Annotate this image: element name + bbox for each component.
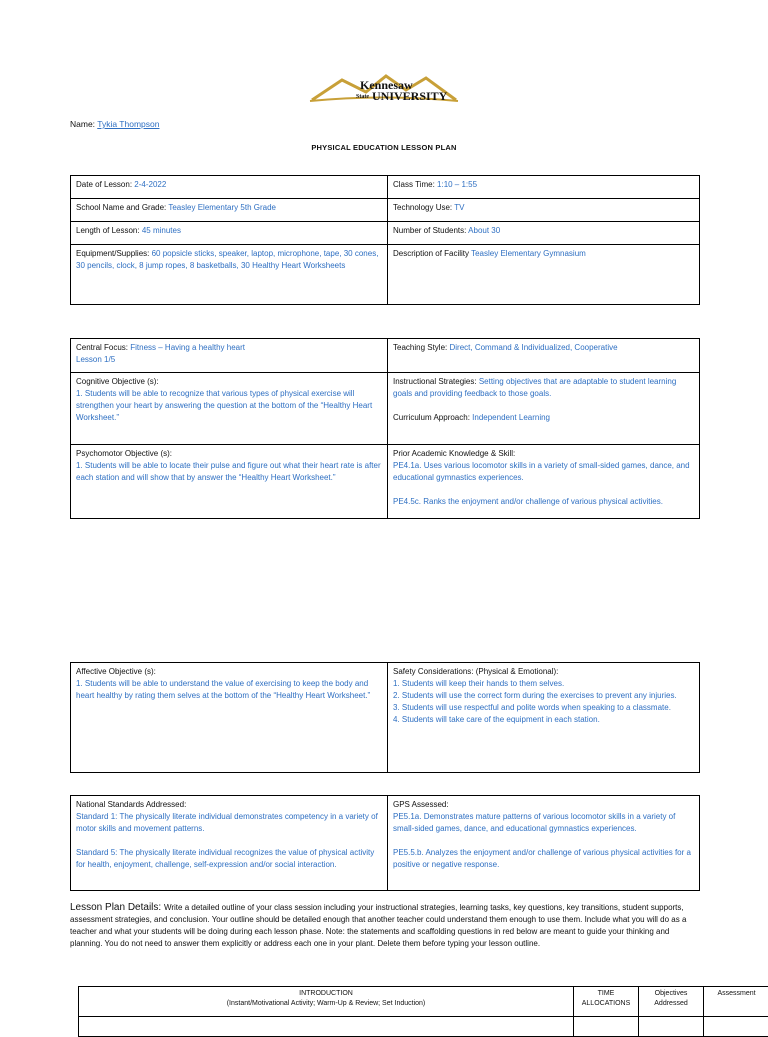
instructional-strategies-cell: Instructional Strategies: Setting objectives that are adaptable to student learning goals and providing feedback to those goals. Curriculum Approach: Independent Learning	[388, 373, 700, 445]
intro-header-cell: INTRODUCTION (Instant/Motivational Activity; Warm-Up & Review; Set Induction)	[79, 987, 574, 1017]
time-body-cell	[574, 1017, 639, 1037]
length-cell: Length of Lesson: 45 minutes	[71, 222, 388, 245]
standards-table	[70, 795, 700, 891]
teaching-style-cell: Teaching Style: Direct, Command & Individualized, Cooperative	[388, 339, 700, 373]
affective-safety-table	[70, 662, 700, 773]
logo-line2: UNIVERSITY	[372, 89, 447, 104]
name-value: Tykia Thompson	[97, 119, 159, 129]
prior-knowledge-cell: Prior Academic Knowledge & Skill: PE4.1a. Uses various locomotor skills in a variety of small-sided games, dance, and educational gymnastics experiences. PE4.5c. Ranks the enjoyment and/or challenge of various physical activities.	[388, 445, 700, 519]
details-heading: Lesson Plan Details:	[70, 902, 164, 913]
objectives-table	[70, 338, 700, 519]
lesson-plan-details	[70, 902, 700, 950]
safety-cell: Safety Considerations: (Physical & Emotional): 1. Students will keep their hands to them selves. 2. Students will use the correct form during the exercises to prevent any injuries. 3. Students will use respectful and polite words when speaking to a classmate. 4. Students will take care of the equipment in each station.	[388, 663, 700, 773]
assessment-body-cell	[704, 1017, 768, 1037]
psychomotor-objective-cell: Psychomotor Objective (s): 1. Students will be able to locate their pulse and figure out what their heart rate is after each station and will show that by answer the “Healthy Heart Worksheet.”	[71, 445, 388, 519]
objectives-body-cell	[639, 1017, 704, 1037]
name-line	[70, 119, 159, 129]
facility-cell: Description of Facility Teasley Elementary Gymnasium	[388, 245, 700, 305]
school-cell: School Name and Grade: Teasley Elementary 5th Grade	[71, 199, 388, 222]
logo-state: State	[356, 94, 369, 100]
date-cell: Date of Lesson: 2-4-2022	[71, 176, 388, 199]
introduction-table	[78, 986, 768, 1037]
gps-assessed-cell: GPS Assessed: PE5.1a. Demonstrates mature patterns of various locomotor skills in a variety of small-sided games, dance, and educational gymnastics experiences. PE5.5.b. Analyzes the enjoyment and/or challenge of various physical activities for a positive or negative response.	[388, 796, 700, 891]
national-standards-cell: National Standards Addressed: Standard 1: The physically literate individual demonstrates competency in a variety of motor skills and movement patterns. Standard 5: The physically literate individual recognizes the value of physical activity for health, enjoyment, challenge, self-expression and/or social interaction.	[71, 796, 388, 891]
class-time-cell: Class Time: 1:10 – 1:55	[388, 176, 700, 199]
objectives-addressed-header: Objectives Addressed	[639, 987, 704, 1017]
cognitive-objective-cell: Cognitive Objective (s): 1. Students will be able to recognize that various types of physical exercise will strengthen your heart by answering the question at the bottom of the “Healthy Heart Worksheet.”	[71, 373, 388, 445]
lesson-info-table	[70, 175, 700, 305]
kennesaw-state-logo	[308, 70, 460, 108]
central-focus-cell: Central Focus: Fitness – Having a healthy heart Lesson 1/5	[71, 339, 388, 373]
technology-cell: Technology Use: TV	[388, 199, 700, 222]
name-label: Name:	[70, 119, 97, 129]
students-cell: Number of Students: About 30	[388, 222, 700, 245]
equipment-cell: Equipment/Supplies: 60 popsicle sticks, speaker, laptop, microphone, tape, 30 cones, 30 pencils, clock, 8 jump ropes, 8 basketballs, 30 Healthy Heart Worksheets	[71, 245, 388, 305]
details-text: Write a detailed outline of your class session including your instructional strategies, learning tasks, key questions, key transitions, student supports, assessment strategies, and conclusion. Your outline should be detailed enough that another teacher could understand them enough to use them. Include what you will do as a teacher and what your students will be doing during each lesson phase. Note: the statements and scaffolding questions in red below are meant to guide your thinking and planning. You do not need to answer them explicitly or address each one in your plant. Delete them before typing your lesson outline.	[70, 903, 686, 948]
document-title: PHYSICAL EDUCATION LESSON PLAN	[0, 143, 768, 152]
affective-objective-cell: Affective Objective (s): 1. Students will be able to understand the value of exercising to keep the body and heart healthy by rating them selves at the bottom of the “Healthy Heart Worksheet.”	[71, 663, 388, 773]
assessment-header: Assessment	[704, 987, 768, 1017]
time-allocations-header: TIME ALLOCATIONS	[574, 987, 639, 1017]
intro-body-cell	[79, 1017, 574, 1037]
logo-line1: Kennesaw	[360, 78, 413, 93]
